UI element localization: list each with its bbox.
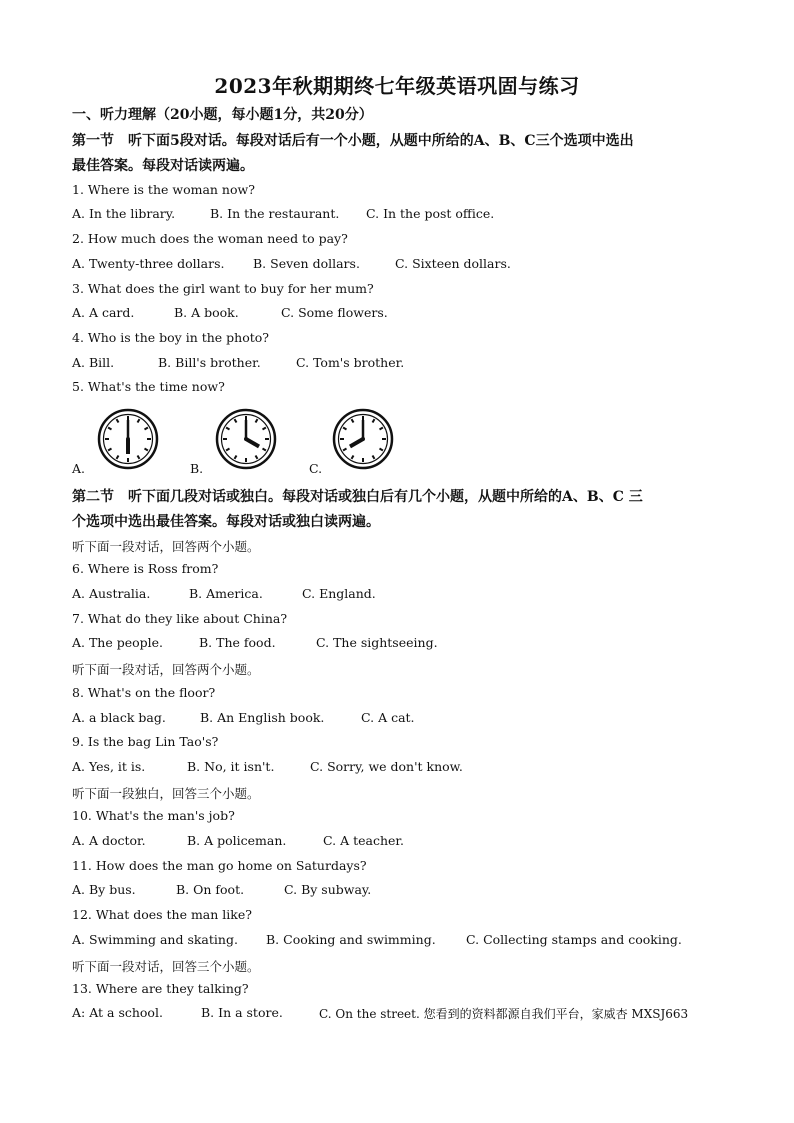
option-1c: C. In the post office. (366, 206, 495, 221)
question-5: 5. What's the time now? (72, 379, 225, 394)
option-8a: A. a black bag. (72, 710, 166, 725)
option-11b: B. On foot. (176, 882, 245, 897)
clock-c-image (332, 408, 394, 470)
part1-heading: 一、听力理解（20小题，每小题1分，共20分） (72, 107, 373, 123)
question-8: 8. What's on the floor? (72, 685, 216, 700)
option-5b: B. (190, 461, 204, 476)
question-11: 11. How does the man go home on Saturdays? (72, 858, 367, 873)
option-13a: A: At a school. (72, 1005, 163, 1020)
instruction-8-9: 听下面一段对话，回答两个小题。 (72, 662, 260, 677)
option-3b: B. A book. (174, 305, 239, 320)
instruction-6-7: 听下面一段对话，回答两个小题。 (72, 539, 260, 554)
option-6b: B. America. (189, 586, 263, 601)
clock-b-image (215, 408, 277, 470)
option-8b: B. An English book. (200, 710, 325, 725)
instruction-10-12: 听下面一段独白，回答三个小题。 (72, 786, 260, 801)
option-7c: C. The sightseeing. (316, 635, 438, 650)
option-4c: C. Tom's brother. (296, 355, 405, 370)
option-9b: B. No, it isn't. (187, 759, 275, 774)
option-7b: B. The food. (199, 635, 276, 650)
question-12: 12. What does the man like? (72, 907, 252, 922)
option-2b: B. Seven dollars. (253, 256, 360, 271)
section1-instructions-cont: 最佳答案。每段对话读两遍。 (72, 158, 254, 174)
option-5c: C. (309, 461, 323, 476)
option-10b: B. A policeman. (187, 833, 287, 848)
option-4b: B. Bill's brother. (158, 355, 261, 370)
section2-instructions-cont: 个选项中选出最佳答案。每段对话或独白读两遍。 (72, 514, 380, 530)
option-12b: B. Cooking and swimming. (266, 932, 436, 947)
option-13c: C. On the street. 您看到的资料都源自我们平台，家威杏 MXSJ663 (319, 1007, 689, 1021)
question-2: 2. How much does the woman need to pay? (72, 231, 348, 246)
option-2c: C. Sixteen dollars. (395, 256, 511, 271)
page-title: 2023年秋期期终七年级英语巩固与练习 (214, 74, 580, 98)
option-6c: C. England. (302, 586, 376, 601)
section1-instructions: 第一节 听下面5段对话。每段对话后有一个小题，从题中所给的A、B、C三个选项中选出 (72, 133, 634, 149)
option-6a: A. Australia. (72, 586, 151, 601)
option-1a: A. In the library. (72, 206, 176, 221)
option-4a: A. Bill. (72, 355, 115, 370)
option-9a: A. Yes, it is. (72, 759, 146, 774)
option-11a: A. By bus. (72, 882, 136, 897)
option-9c: C. Sorry, we don't know. (310, 759, 463, 774)
option-3c: C. Some flowers. (281, 305, 388, 320)
option-12c: C. Collecting stamps and cooking. (466, 932, 682, 947)
option-10c: C. A teacher. (323, 833, 404, 848)
question-13: 13. Where are they talking? (72, 981, 249, 996)
option-7a: A. The people. (72, 635, 164, 650)
question-7: 7. What do they like about China? (72, 611, 288, 626)
question-1: 1. Where is the woman now? (72, 182, 255, 197)
option-8c: C. A cat. (361, 710, 415, 725)
question-6: 6. Where is Ross from? (72, 561, 219, 576)
option-12a: A. Swimming and skating. (72, 932, 238, 947)
question-4: 4. Who is the boy in the photo? (72, 330, 269, 345)
option-1b: B. In the restaurant. (210, 206, 340, 221)
option-13b: B. In a store. (201, 1005, 283, 1020)
option-10a: A. A doctor. (72, 833, 146, 848)
option-11c: C. By subway. (284, 882, 372, 897)
option-3a: A. A card. (72, 305, 135, 320)
option-5a: A. (72, 461, 86, 476)
question-9: 9. Is the bag Lin Tao's? (72, 734, 219, 749)
question-10: 10. What's the man's job? (72, 808, 235, 823)
instruction-13: 听下面一段对话，回答三个小题。 (72, 959, 260, 974)
option-2a: A. Twenty-three dollars. (72, 256, 225, 271)
section2-instructions: 第二节 听下面几段对话或独白。每段对话或独白后有几个小题，从题中所给的A、B、C 三 (72, 489, 643, 505)
clock-a-image (97, 408, 159, 470)
question-3: 3. What does the girl want to buy for her mum? (72, 281, 374, 296)
